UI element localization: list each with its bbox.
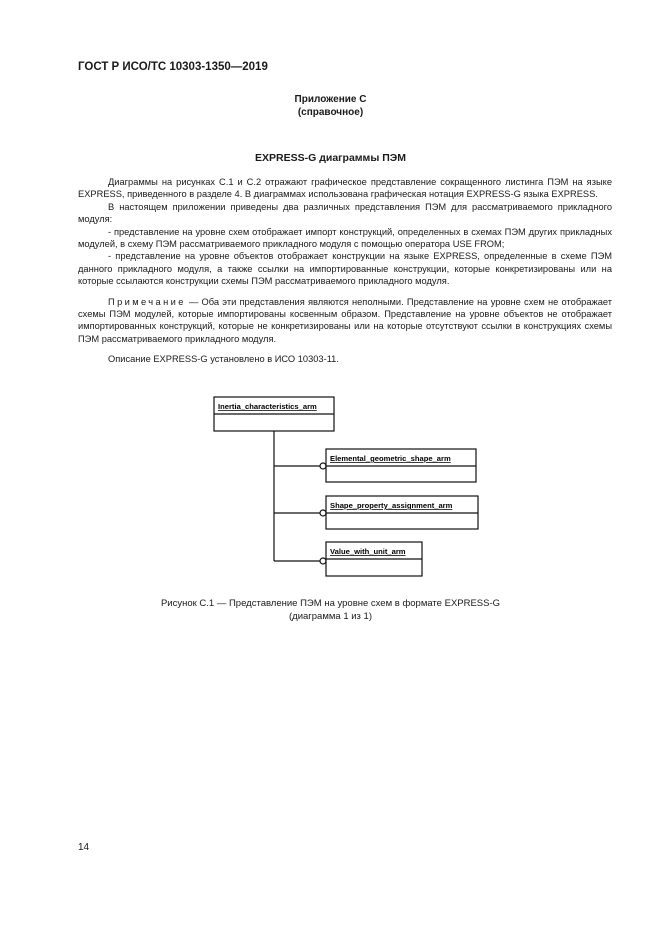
note-text: — Оба эти представления являются неполными. Представление на уровне схем не отображает схемы ПЭМ модулей, которые импортированы косвенным образом. Представление на уровне объектов не отображает импортированных конструкций, которые не конкретизированы или на которые отсутствуют ссылки в конструкциях схемы ПЭМ рассматриваемого прикладного модуля.	[78, 296, 612, 344]
appendix-subtitle: (справочное)	[297, 107, 364, 118]
appendix-title: Приложение С	[294, 94, 367, 105]
schema-label-1: Elemental_geometric_shape_arm	[330, 454, 451, 463]
note-label: Примечание	[108, 296, 186, 307]
schema-label-2: Shape_property_assignment_arm	[330, 501, 453, 510]
paragraph-express-g-reference: Описание EXPRESS-G установлено в ИСО 10303-11.	[108, 354, 339, 365]
page-number: 14	[78, 842, 90, 853]
paragraph-schema-level: - представление на уровне схем отображает импорт конструкций, определенных в схемах ПЭМ других прикладных модулей, в схему ПЭМ рассматриваемого прикладного модуля с помощью оператора USE FROM;	[78, 226, 612, 250]
figure-caption-line1: Рисунок С.1 — Представление ПЭМ на уровне схем в формате EXPRESS-G	[160, 598, 501, 609]
import-marker-1	[320, 463, 326, 469]
figure-caption	[0, 597, 661, 623]
schema-label-3: Value_with_unit_arm	[330, 547, 406, 556]
import-marker-3	[320, 558, 326, 564]
document-header: ГОСТ Р ИСО/ТС 10303-1350—2019	[78, 61, 268, 73]
import-marker-2	[320, 510, 326, 516]
paragraph-representations: В настоящем приложении приведены два различных представления ПЭМ для рассматриваемого прикладного модуля:	[78, 201, 612, 225]
figure-caption-line2: (диаграмма 1 из 1)	[289, 611, 372, 622]
section-title: EXPRESS-G диаграммы ПЭМ	[255, 152, 406, 164]
main-schema-label: Inertia_characteristics_arm	[218, 402, 317, 411]
paragraph-intro: Диаграммы на рисунках С.1 и С.2 отражают графическое представление сокращенного листинга ПЭМ на языке EXPRESS, приведенного в разделе 4. В диаграммах использована графическая нотация EXPRESS-G языка EXPRESS.	[78, 177, 612, 200]
paragraph-object-level: - представление на уровне объектов отображает конструкции на языке EXPRESS, определенные в схеме ПЭМ данного прикладного модуля, а также ссылки на импортированные конструкции, которые конкретизированы или на которые ссылаются конструкции схемы ПЭМ рассматриваемого прикладного модуля.	[78, 251, 612, 287]
